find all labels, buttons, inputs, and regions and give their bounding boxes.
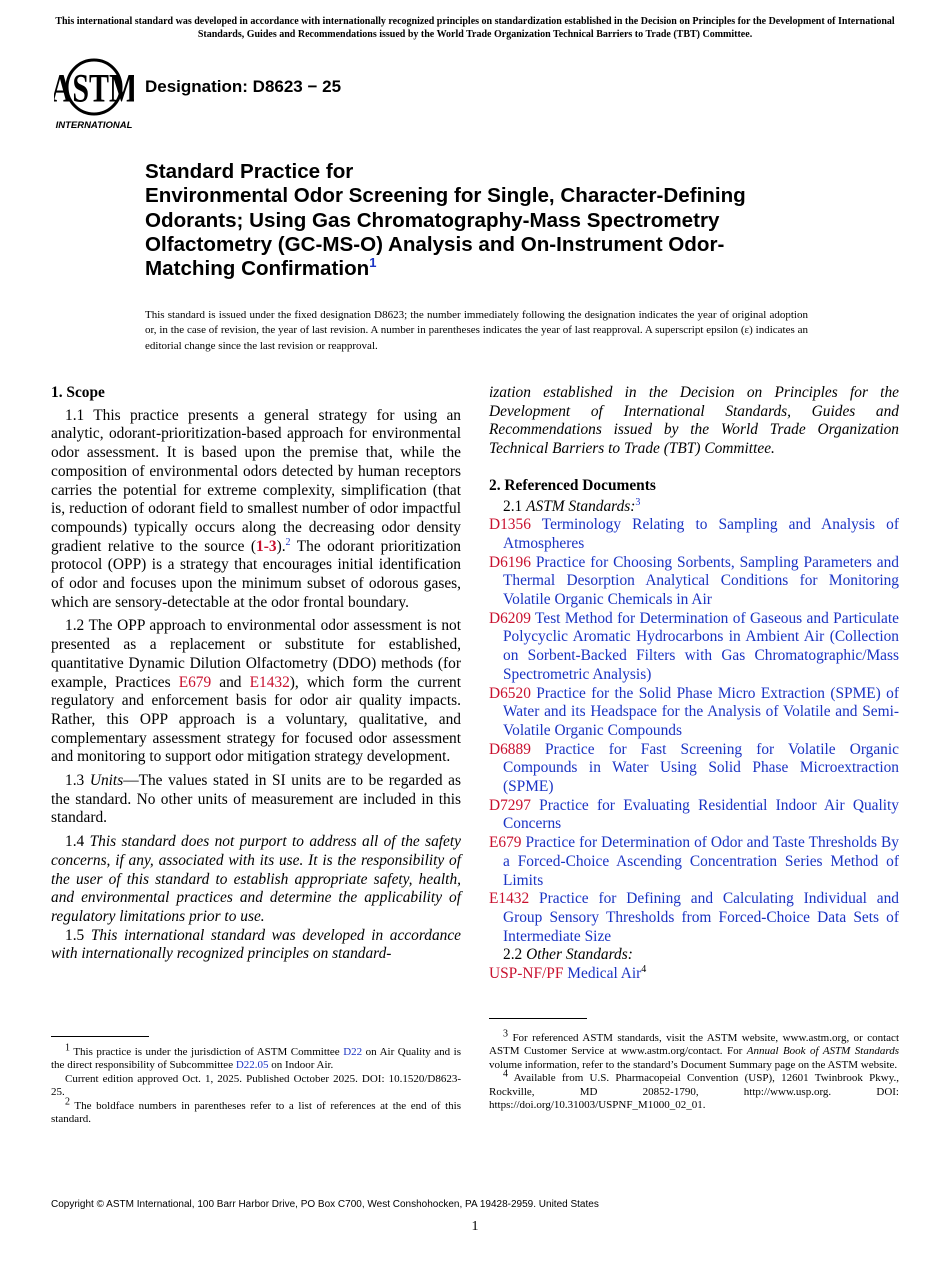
reference-code-link[interactable]: E679: [489, 834, 522, 852]
footnote-3-text-a: For referenced ASTM standards, visit the ASTM website, www.astm.org, or contact ASTM Customer Service at www.astm.org/contact. For: [489, 1032, 899, 1058]
para-1-3: [51, 772, 461, 828]
reference-code-link[interactable]: D1356: [489, 516, 531, 534]
footnote-2-mark: 2: [65, 1095, 70, 1107]
referenced-documents-list: [489, 516, 899, 946]
section-2-heading: 2. Referenced Documents: [489, 476, 656, 494]
reference-title-link[interactable]: Practice for Choosing Sorbents, Sampling Parameters and Thermal Desorption Analytical Conditions for Monitoring Volatile Organic Chemicals in Air: [503, 553, 899, 609]
other-standard-item: [489, 965, 899, 984]
other-standards-text: Other Standards:: [526, 946, 633, 964]
footnote-1: [51, 1042, 461, 1073]
footnote-rule-right: [489, 1018, 587, 1019]
footnote-3-link[interactable]: 3: [635, 496, 641, 508]
para-1-5-cont-text: ization established in the Decision on Principles for the Development of International Standards, Guides and Recommendations issued by the World Trade Organization Technical Barriers to Trade (TBT) Committee.: [489, 384, 899, 458]
usp-nf-pf-link[interactable]: USP-NF/PF: [489, 965, 564, 983]
reference-title-link[interactable]: Practice for Fast Screening for Volatile Organic Compounds in Water Using Solid Phase Microextraction (SPME): [503, 740, 899, 796]
reference-code-link[interactable]: D6520: [489, 684, 531, 702]
title-main: Environmental Odor Screening for Single, Character-Defining Odorants; Using Gas Chromatography-Mass Spectrometry Olfactometry (GC-MS-O) Analysis and On-Instrument Odor-Matching Confirmation: [145, 184, 746, 281]
para-1-2-text-b: ), which form the current regulatory and enforcement basis for odor air quality impacts. Rather, this OPP approach is a voluntary, qualitative, and complementary assessment strategy for focused odor assessment and monitoring to support odor mitigation strategy development.: [51, 673, 461, 766]
footnote-4: [489, 1068, 899, 1112]
reference-code-link[interactable]: D6209: [489, 609, 531, 627]
document-title: [145, 160, 795, 281]
astm-logo: [54, 57, 134, 131]
footnote-1-mark: 1: [65, 1042, 70, 1054]
para-1-5-continued: [489, 384, 899, 459]
reference-code-link[interactable]: D6196: [489, 553, 531, 571]
reference-code-link[interactable]: D7297: [489, 796, 531, 814]
e679-link[interactable]: E679: [178, 673, 212, 691]
footnote-2-text: The boldface numbers in parentheses refer to a list of references at the end of this standard.: [51, 1099, 461, 1126]
reference-code-link[interactable]: D6889: [489, 740, 531, 758]
para-1-5-num: 1.5: [65, 926, 91, 944]
para-1-2-and: and: [211, 673, 250, 691]
committee-d22-link[interactable]: D22: [343, 1046, 363, 1058]
designation: Designation: D8623 − 25: [145, 77, 342, 96]
astm-logo-mark: [54, 57, 134, 131]
reference-title-link[interactable]: Terminology Relating to Sampling and Analysis of Atmospheres: [503, 516, 899, 552]
footnote-1-text-b: on Air Quality and is the direct responsibility of Subcommittee: [51, 1046, 461, 1072]
para-1-1: [51, 407, 461, 613]
footnote-3-mark: 3: [503, 1028, 508, 1040]
reference-title-link[interactable]: Test Method for Determination of Gaseous and Particulate Polycyclic Aromatic Hydrocarbons in Ambient Air (Collection on Sorbent-Backed Filters with Gas Chromatographic/Mass Spectrometric Analysis): [503, 609, 899, 683]
other-standards-num: 2.2: [503, 946, 527, 964]
section-1-heading: 1. Scope: [51, 384, 105, 401]
footnote-4-mark: 4: [641, 963, 647, 975]
footnote-1-text-c: on Indoor Air.: [268, 1059, 334, 1072]
subcommittee-d2205-link[interactable]: D22.05: [235, 1059, 269, 1072]
reference-item: [489, 797, 899, 834]
footnotes-right: [489, 1028, 899, 1112]
copyright-line: Copyright © ASTM International, 100 Barr Harbor Drive, PO Box C700, West Conshohocken, PA 19428-2959. United States: [51, 1199, 599, 1210]
reference-code-link[interactable]: E1432: [489, 890, 530, 908]
right-column: [489, 384, 899, 984]
footnote-1-edition: Current edition approved Oct. 1, 2025. Published October 2025. DOI: 10.1520/D8623-25.: [51, 1072, 461, 1099]
other-standards-label: [489, 946, 899, 965]
reference-title-link[interactable]: Practice for Defining and Calculating Individual and Group Sensory Thresholds from Forced-Choice Data Sets of Intermediate Size: [503, 890, 899, 945]
footnotes-left: [51, 1042, 461, 1126]
reference-item: [489, 516, 899, 553]
title-line1: Standard Practice for: [145, 160, 354, 183]
reference-title-link[interactable]: Practice for Evaluating Residential Indoor Air Quality Concerns: [503, 796, 899, 833]
reference-item: [489, 741, 899, 797]
units-label: Units: [89, 772, 124, 790]
para-1-3-num: 1.3: [65, 772, 90, 790]
footnote-3: [489, 1028, 899, 1072]
para-1-1-text-c: The odorant prioritization protocol (OPP) is a strategy that encourages initial identification of odor and focuses upon the minimum subset of odorous gases, which are sensory-detectable at the odor frontal boundary.: [51, 537, 461, 611]
footnote-1-text-a: This practice is under the jurisdiction of ASTM Committee: [70, 1046, 344, 1058]
astm-standards-label: [489, 498, 899, 517]
reference-link-1-3[interactable]: 1-3: [256, 537, 277, 555]
title-footnote-link[interactable]: 1: [369, 255, 377, 271]
para-1-5-text: This international standard was developed in accordance with internationally recognized principles on standard-: [51, 926, 461, 963]
para-1-4-text: This standard does not purport to address all of the safety concerns, if any, associated with its use. It is the responsibility of the user of this standard to establish appropriate safety, health, and environmental practices and determine the applicability of regulatory limitations prior to use.: [51, 833, 461, 925]
footnote-4-text: Available from U.S. Pharmacopeial Convention (USP), 12601 Twinbrook Pkwy., Rockville, MD 20852-1790, http://www.usp.org. DOI: https://doi.org/10.31003/USPNF_M1000_02_01.: [489, 1072, 899, 1112]
footnote-rule-left: [51, 1036, 149, 1037]
reference-title-link[interactable]: Practice for Determination of Odor and Taste Thresholds By a Forced-Choice Ascending Concentration Series Method of Limits: [503, 834, 899, 889]
reference-title-link[interactable]: Practice for the Solid Phase Micro Extraction (SPME) of Water and its Headspace for the Analysis of Volatile and Semi-Volatile Organic Compounds: [503, 684, 899, 739]
logo-text: INTERNATIONAL: [55, 120, 133, 131]
footnote-4-mark-fn: 4: [503, 1068, 508, 1080]
para-1-3-text: —The values stated in SI units are to be regarded as the standard. No other units of measurement are included in this standard.: [51, 772, 461, 827]
reference-item: [489, 890, 899, 946]
footnote-2-link[interactable]: 2: [285, 536, 291, 548]
e1432-link[interactable]: E1432: [249, 673, 290, 691]
reference-item: [489, 610, 899, 685]
page-number: 1: [471, 1219, 479, 1234]
svg-text:ASTM: ASTM: [54, 65, 134, 111]
para-1-4: [51, 833, 461, 927]
para-1-5: [51, 927, 461, 964]
standards-notice: This international standard was developed in accordance with internationally recognized principles on standardization established in the Decision on Principles for the Development of International Standards, Guides and Recommendations issued by the World Trade Organization Technical Barriers to Trade (TBT) Committee.: [55, 16, 895, 40]
astm-standards-text: ASTM Standards:: [526, 497, 636, 515]
medical-air-link[interactable]: Medical Air: [567, 965, 642, 983]
reference-item: [489, 685, 899, 741]
footnote-3-italic: Annual Book of ASTM Standards: [746, 1045, 899, 1058]
para-1-1-text-b: ).: [276, 537, 286, 555]
para-1-1-text-a: 1.1 This practice presents a general strategy for using an analytic, odorant-prioritization-based approach for environmental odor assessment. It is based upon the premise that, while the composition of environmental odors detected by human receptors carries the potential for extreme complexity, simplification (that is, reduction of odorant field to smallest number of odor impactful compounds) typically occurs along the decreasing odor density gradient relative to the source (: [51, 406, 461, 555]
para-1-2: [51, 617, 461, 767]
footnote-2: [51, 1095, 461, 1127]
reference-item: [489, 554, 899, 610]
astm-standards-num: 2.1: [503, 497, 527, 515]
issued-note: This standard is issued under the fixed designation D8623; the number immediately following the designation indicates the year of original adoption or, in the case of revision, the year of last revision. A number in parentheses indicates the year of last reapproval. A superscript epsilon (ε) indicates an editorial change since the last revision or reapproval.: [145, 309, 808, 352]
left-column: [51, 384, 461, 964]
footnote-3-text-b: volume information, refer to the standard’s Document Summary page on the ASTM website.: [489, 1058, 898, 1071]
para-1-4-num: 1.4: [65, 833, 90, 851]
reference-item: [489, 834, 899, 890]
para-1-2-text-a: 1.2 The OPP approach to environmental odor assessment is not presented as a replacement or substitute for established, quantitative Dynamic Dilution Olfactometry (DDO) methods (for example, Practices: [51, 617, 461, 691]
